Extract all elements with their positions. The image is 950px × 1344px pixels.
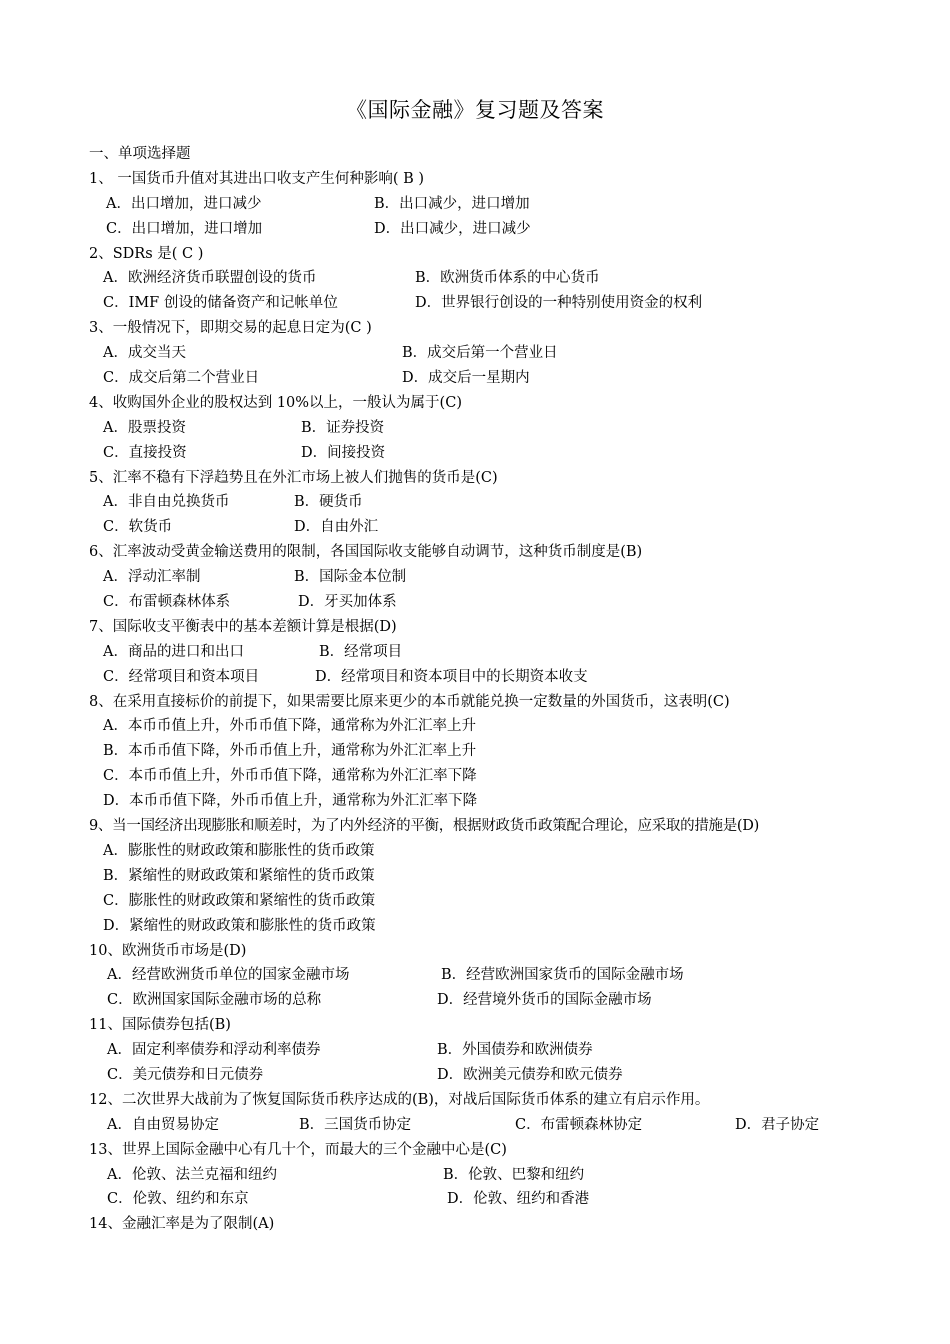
document-title: 《国际金融》复习题及答案 [346, 98, 604, 122]
question-list [89, 142, 889, 1237]
option-d: D．牙买加体系 [298, 594, 397, 611]
question-text: 3、一般情况下，即期交易的起息日定为(C ) [89, 320, 372, 337]
option-b: B．伦敦、巴黎和纽约 [443, 1166, 585, 1183]
option-row [89, 889, 889, 914]
option-b: B．硬货币 [294, 494, 363, 511]
option-c: C．布雷顿森林协定 [515, 1116, 643, 1133]
option-b: B．经营欧洲国家货币的国际金融市场 [441, 967, 684, 984]
option-a: A．经营欧洲货币单位的国家金融市场 [107, 967, 350, 984]
option-a: A．股票投资 [103, 419, 186, 436]
option-row [89, 192, 889, 217]
option-row [89, 789, 889, 814]
option-c: C．欧洲国家国际金融市场的总称 [107, 992, 322, 1009]
option-c: C．软货币 [103, 519, 173, 536]
option-row [89, 266, 889, 291]
option-d: D．欧洲美元债券和欧元债券 [437, 1066, 623, 1083]
option-b: B．欧洲货币体系的中心货币 [415, 270, 600, 287]
question-text: 11、国际债券包括(B) [89, 1017, 231, 1034]
option-row [89, 515, 889, 540]
option-a: A．出口增加，进口减少 [106, 195, 262, 212]
question-text: 14、金融汇率是为了限制(A) [89, 1216, 275, 1233]
option-a: A．浮动汇率制 [103, 569, 201, 586]
option-row [89, 590, 889, 615]
option-row [89, 366, 889, 391]
option-row [89, 1038, 889, 1063]
option-d: D．自由外汇 [294, 519, 379, 536]
question-text: 2、SDRs 是( C ) [89, 245, 204, 262]
question-text: 6、汇率波动受黄金输送费用的限制，各国国际收支能够自动调节，这种货币制度是(B) [89, 544, 643, 561]
option-a: A．非自由兑换货币 [103, 494, 230, 511]
option-b: B．证券投资 [301, 419, 385, 436]
option-c: C．经常项目和资本项目 [103, 668, 260, 685]
option-row [89, 714, 889, 739]
question-text: 4、收购国外企业的股权达到 10%以上，一般认为属于(C) [89, 394, 462, 411]
option-a: A．商品的进口和出口 [103, 643, 244, 660]
option-row [89, 565, 889, 590]
option-a: A．固定利率债券和浮动利率债券 [107, 1042, 321, 1059]
option-row [89, 1113, 889, 1138]
option-row [89, 217, 889, 242]
option-b: B．外国债券和欧洲债券 [437, 1042, 593, 1059]
option-a: A．欧洲经济货币联盟创设的货币 [103, 270, 317, 287]
option-b: B．三国货币协定 [299, 1116, 412, 1133]
option-d: D．本币币值下降，外币币值上升，通常称为外汇汇率下降 [103, 793, 478, 810]
question-text: 5、汇率不稳有下浮趋势且在外汇市场上被人们抛售的货币是(C) [89, 469, 498, 486]
option-a: A．膨胀性的财政政策和膨胀性的货币政策 [103, 842, 375, 859]
option-row [89, 1163, 889, 1188]
option-d: D．经常项目和资本项目中的长期资本收支 [315, 668, 588, 685]
option-b: B．紧缩性的财政政策和紧缩性的货币政策 [103, 867, 375, 884]
option-a: A．成交当天 [103, 345, 186, 362]
option-c: C．膨胀性的财政政策和紧缩性的货币政策 [103, 892, 376, 909]
question-text: 7、国际收支平衡表中的基本差额计算是根据(D) [89, 618, 397, 635]
section-heading: 一、单项选择题 [89, 146, 191, 162]
option-d: D．紧缩性的财政政策和膨胀性的货币政策 [103, 917, 376, 934]
option-row [89, 963, 889, 988]
option-row [89, 1063, 889, 1088]
option-c: C．直接投资 [103, 444, 187, 461]
option-row [89, 490, 889, 515]
option-d: D．间接投资 [301, 444, 386, 461]
option-row [89, 291, 889, 316]
option-d: D．成交后一星期内 [402, 370, 530, 387]
option-d: D．伦敦、纽约和香港 [447, 1191, 590, 1208]
option-c: C．成交后第二个营业日 [103, 370, 260, 387]
option-row [89, 416, 889, 441]
question-text: 13、世界上国际金融中心有几十个，而最大的三个金融中心是(C) [89, 1141, 507, 1158]
option-row [89, 739, 889, 764]
option-d: D．出口减少，进口减少 [374, 220, 531, 237]
option-row [89, 640, 889, 665]
option-c: C．IMF 创设的储备资产和记帐单位 [103, 295, 338, 312]
question-text: 10、欧洲货币市场是(D) [89, 942, 247, 959]
option-row [89, 864, 889, 889]
option-row [89, 839, 889, 864]
option-row [89, 441, 889, 466]
option-row [89, 1187, 889, 1212]
option-d: D．经营境外货币的国际金融市场 [437, 992, 652, 1009]
question-text: 9、当一国经济出现膨胀和顺差时，为了内外经济的平衡，根据财政货币政策配合理论，应采取的措施是(D) [89, 818, 759, 835]
option-b: B．国际金本位制 [294, 569, 407, 586]
option-row [89, 665, 889, 690]
option-row [89, 764, 889, 789]
option-row [89, 988, 889, 1013]
option-b: B．本币币值下降，外币币值上升，通常称为外汇汇率上升 [103, 743, 477, 760]
option-a: A．自由贸易协定 [107, 1116, 219, 1133]
option-a: A．本币币值上升，外币币值下降，通常称为外汇汇率上升 [103, 718, 476, 735]
option-b: B．经常项目 [319, 643, 403, 660]
option-d: D．世界银行创设的一种特别使用资金的权利 [415, 295, 703, 312]
option-c: C．美元债券和日元债券 [107, 1066, 264, 1083]
option-c: C．伦敦、纽约和东京 [107, 1191, 249, 1208]
option-b: B．出口减少，进口增加 [374, 195, 530, 212]
option-d: D．君子协定 [735, 1116, 820, 1133]
question-text: 8、在采用直接标价的前提下，如果需要比原来更少的本币就能兑换一定数量的外国货币，这表明(C) [89, 693, 730, 710]
option-c: C．本币币值上升，外币币值下降，通常称为外汇汇率下降 [103, 768, 477, 785]
option-a: A．伦敦、法兰克福和纽约 [107, 1166, 277, 1183]
option-c: C．出口增加，进口增加 [106, 220, 263, 237]
option-row [89, 914, 889, 939]
option-row [89, 341, 889, 366]
question-text: 1、 一国货币升值对其进出口收支产生何种影响( B ) [89, 170, 425, 187]
option-c: C．布雷顿森林体系 [103, 594, 231, 611]
option-b: B．成交后第一个营业日 [402, 345, 558, 362]
question-text: 12、二次世界大战前为了恢复国际货币秩序达成的(B)，对战后国际货币体系的建立有启示作用。 [89, 1091, 710, 1108]
